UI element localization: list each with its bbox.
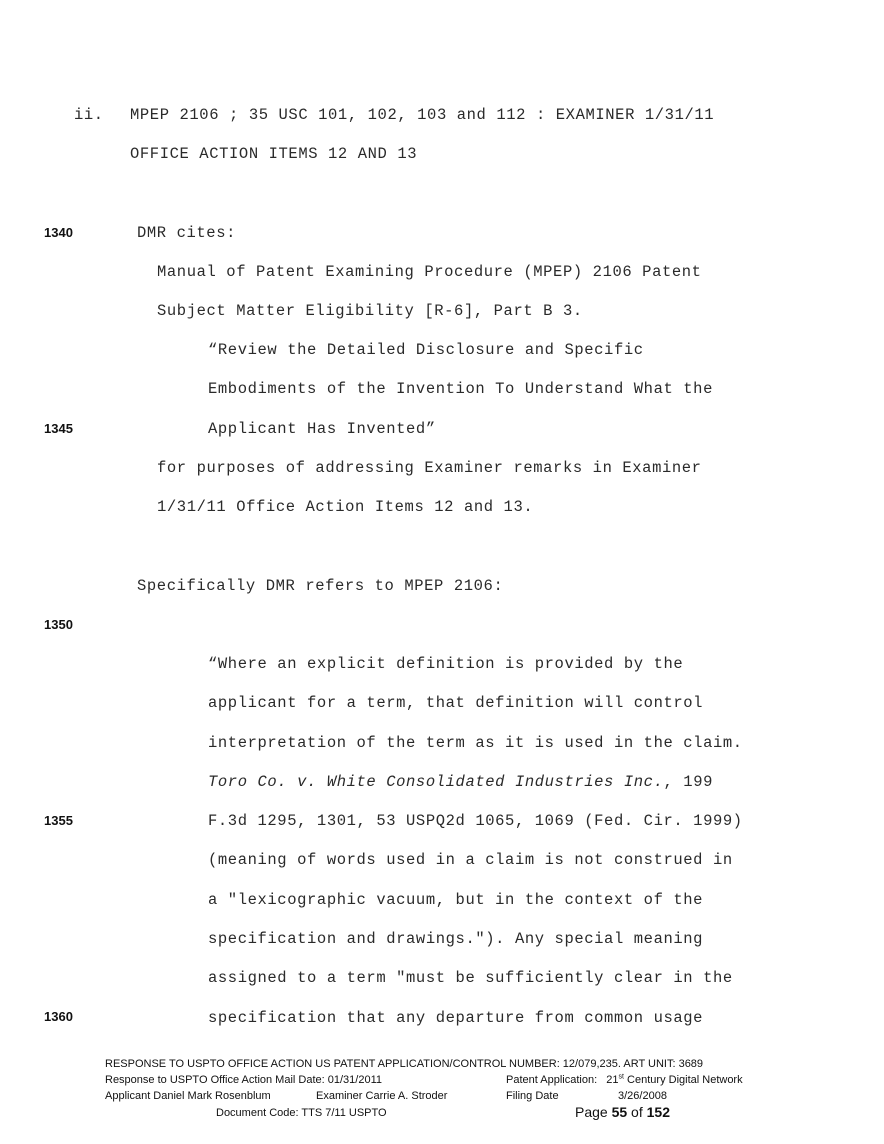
definition-quote-line-4 — [208, 773, 713, 791]
heading-numeral: ii. — [74, 106, 104, 124]
patent-app-sup: st — [618, 1073, 624, 1081]
patent-app-num: 21 — [606, 1074, 619, 1086]
quote-line-2: Embodiments of the Invention To Understand What the — [208, 380, 713, 398]
purpose-line-2: 1/31/11 Office Action Items 12 and 13. — [157, 498, 534, 516]
quote-line-3: Applicant Has Invented” — [208, 420, 436, 438]
page-number: 55 — [611, 1104, 628, 1120]
footer-examiner: Examiner Carrie A. Stroder — [316, 1090, 448, 1102]
page-label: Page — [575, 1104, 612, 1120]
patent-app-label: Patent Application: — [506, 1074, 598, 1086]
dmr-cites: DMR cites: — [137, 224, 237, 242]
footer-applicant: Applicant Daniel Mark Rosenblum — [105, 1090, 271, 1102]
heading-line-1: MPEP 2106 ; 35 USC 101, 102, 103 and 112 : EXAMINER 1/31/11 — [130, 106, 715, 124]
line-number-1345: 1345 — [44, 421, 73, 436]
purpose-line-1: for purposes of addressing Examiner remarks in Examiner — [157, 459, 702, 477]
manual-line-2: Subject Matter Eligibility [R-6], Part B 3. — [157, 302, 583, 320]
heading-line-2: OFFICE ACTION ITEMS 12 AND 13 — [130, 145, 418, 163]
line-number-1360: 1360 — [44, 1009, 73, 1024]
footer-document-code: Document Code: TTS 7/11 USPTO — [216, 1107, 387, 1119]
definition-quote-line-3: interpretation of the term as it is used in the claim. — [208, 734, 743, 752]
footer-response-line: RESPONSE TO USPTO OFFICE ACTION US PATENT APPLICATION/CONTROL NUMBER: 12/079,235. ART UNIT: 3689 — [105, 1058, 704, 1070]
definition-quote-line-5: F.3d 1295, 1301, 53 USPQ2d 1065, 1069 (Fed. Cir. 1999) — [208, 812, 743, 830]
definition-quote-line-10: specification that any departure from common usage — [208, 1009, 704, 1027]
page-of: of — [627, 1104, 647, 1120]
page-total: 152 — [646, 1104, 670, 1120]
definition-quote-line-9: assigned to a term "must be sufficiently clear in the — [208, 969, 733, 987]
definition-quote-line-1: “Where an explicit definition is provided by the — [208, 655, 684, 673]
definition-quote-line-2: applicant for a term, that definition will control — [208, 694, 704, 712]
footer-filing-label: Filing Date — [506, 1090, 559, 1102]
patent-app-title: Century Digital Network — [624, 1074, 743, 1086]
footer-patent-application — [506, 1074, 743, 1086]
page-indicator — [575, 1104, 670, 1120]
line-number-1355: 1355 — [44, 813, 73, 828]
footer-filing-date: 3/26/2008 — [618, 1090, 667, 1102]
line-number-1340: 1340 — [44, 225, 73, 240]
manual-line-1: Manual of Patent Examining Procedure (MPEP) 2106 Patent — [157, 263, 702, 281]
footer-mail-date: Response to USPTO Office Action Mail Date: 01/31/2011 — [105, 1074, 382, 1086]
definition-quote-line-8: specification and drawings."). Any special meaning — [208, 930, 704, 948]
case-citation-volume: , 199 — [663, 773, 713, 791]
line-number-1350: 1350 — [44, 617, 73, 632]
quote-line-1: “Review the Detailed Disclosure and Specific — [208, 341, 644, 359]
definition-quote-line-7: a "lexicographic vacuum, but in the context of the — [208, 891, 704, 909]
case-citation: Toro Co. v. White Consolidated Industries Inc. — [208, 773, 664, 791]
definition-quote-line-6: (meaning of words used in a claim is not construed in — [208, 851, 733, 869]
specifically-line: Specifically DMR refers to MPEP 2106: — [137, 577, 504, 595]
